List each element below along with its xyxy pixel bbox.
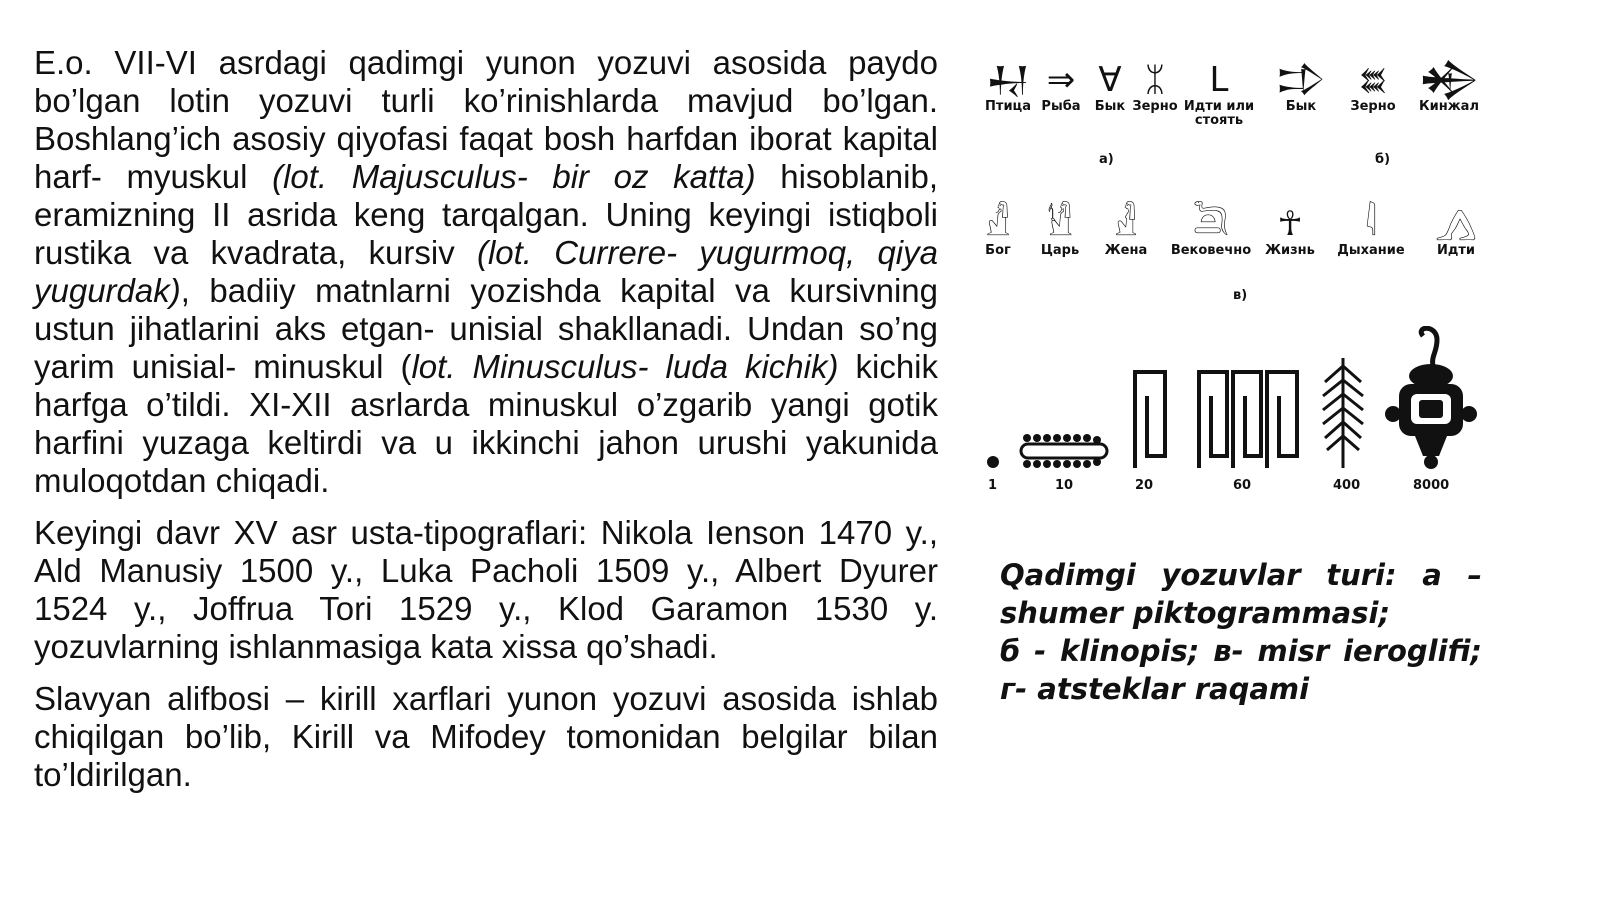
god-hieroglyph-icon: 𓀭 Бог (985, 204, 1011, 258)
figure-row-ab (975, 60, 1505, 170)
italic-run: lot. Minusculus- luda kichik) (411, 348, 839, 385)
text-run: E.o. VII-VI asrdagi qadimgi yunon yozuvi asosida paydo bo’lgan lotin yozuvi turli ko’rinishlarda mavjud bo’lgan. Boshlang’ich asosiy qiyofasi faqat bosh harfdan iborat kapital harf- myuskul (34, 44, 938, 195)
italic-run: (lot. Majusculus- bir oz katta) (272, 158, 756, 195)
bull-pictogram-icon: ∀ Бык (1094, 60, 1126, 114)
caption-line-2: б - klinopis; в- misr ieroglifi; г- atsteklar raqami (1000, 634, 1482, 706)
numeral-label-20: 20 (1135, 478, 1154, 493)
writing-systems-figure (975, 60, 1505, 493)
walk-pictogram-icon: ᒪ Идти или стоять (1183, 60, 1255, 128)
fish-pictogram-icon: ⇒ Рыба (1041, 60, 1081, 114)
caption-line-1: Qadimgi yozuvlar turi: а – shumer piktogrammasi; (1000, 558, 1482, 630)
numeral-label-1: 1 (988, 478, 998, 493)
three-flags-numeral-icon (1199, 370, 1297, 468)
numeral-label-60: 60 (1233, 478, 1252, 493)
numeral-label-8000: 8000 (1413, 478, 1450, 493)
main-text (34, 44, 938, 808)
go-hieroglyph-icon: 𓂻 Идти (1435, 204, 1477, 258)
group-label-a: а) (1099, 152, 1114, 167)
figure-caption (1000, 556, 1482, 708)
figure-row-c (975, 204, 1505, 334)
paragraph-latin-history (34, 44, 938, 500)
grain-cuneiform-icon: 𒊺 Зерно (1350, 60, 1396, 114)
dots-row-numeral-icon (1021, 434, 1107, 468)
bull-cuneiform-icon: 𒄞 Бык (1276, 60, 1326, 114)
text-run: , badiiy matnlarni yozishda kapital va kursivning ustun jihatlarini aks etgan- unisial shakllanadi. Undan so’ng yarim unisial- minuskul ( (34, 272, 938, 385)
wife-hieroglyph-icon: 𓁐 Жена (1104, 204, 1148, 258)
numeral-label-10: 10 (1055, 478, 1074, 493)
text-run: hisoblanib, eramizning II asrida keng tarqalgan. Uning keyingi istiqboli rustika va kvadrata, kursiv (34, 158, 939, 271)
text-run: kichik harfga o’tildi. XI-XII asrlarda minuskul o’zgarib yangi gotik harfini yuzaga keltirdi va u ikkinchi jahon urushi yakunida muloqotdan chiqadi. (34, 348, 938, 499)
paragraph-typographers: Keyingi davr XV asr usta-tipograflari: Nikola Ienson 1470 y., Ald Manusiy 1500 y., Luka Pacholi 1509 y., Albert Dyurer 1524 y., Joffrua Tori 1529 y., Klod Garamon 1530 y. yozuvlarning ishlanmasiga kata xissa qo’shadi. (34, 514, 938, 665)
italic-run: (lot. Currere- yugurmoq, qiya yugurdak) (34, 234, 938, 309)
flag-numeral-icon (1135, 370, 1165, 468)
breath-hieroglyph-icon: 𓇋 Дыхание (1337, 204, 1405, 258)
paragraph-cyrillic: Slavyan alifbosi – kirill xarflari yunon yozuvi asosida ishlab chiqilgan bo’lib, Kirill va Mifodey tomonidan belgilar bilan to’ldirilgan. (34, 680, 938, 793)
group-label-c: в) (1233, 288, 1248, 303)
numeral-label-400: 400 (1333, 478, 1361, 493)
pouch-numeral-icon (1385, 328, 1477, 469)
ankh-hieroglyph-icon: ☥ Жизнь (1265, 204, 1315, 258)
eternity-hieroglyph-icon: 𓆖 Вековечно (1170, 204, 1252, 258)
dagger-cuneiform-icon: 𒄈 Кинжал (1419, 60, 1479, 114)
bird-pictogram-icon: 𒄷 Птица (985, 60, 1031, 114)
numeral-labels (975, 478, 1495, 498)
dot-numeral-icon (987, 456, 999, 468)
king-hieroglyph-icon: 𓀮 Царь (1040, 204, 1080, 258)
grain-pictogram-icon: ᛯ Зерно (1132, 60, 1178, 114)
feather-numeral-icon (1323, 358, 1363, 468)
group-label-b: б) (1375, 152, 1391, 167)
